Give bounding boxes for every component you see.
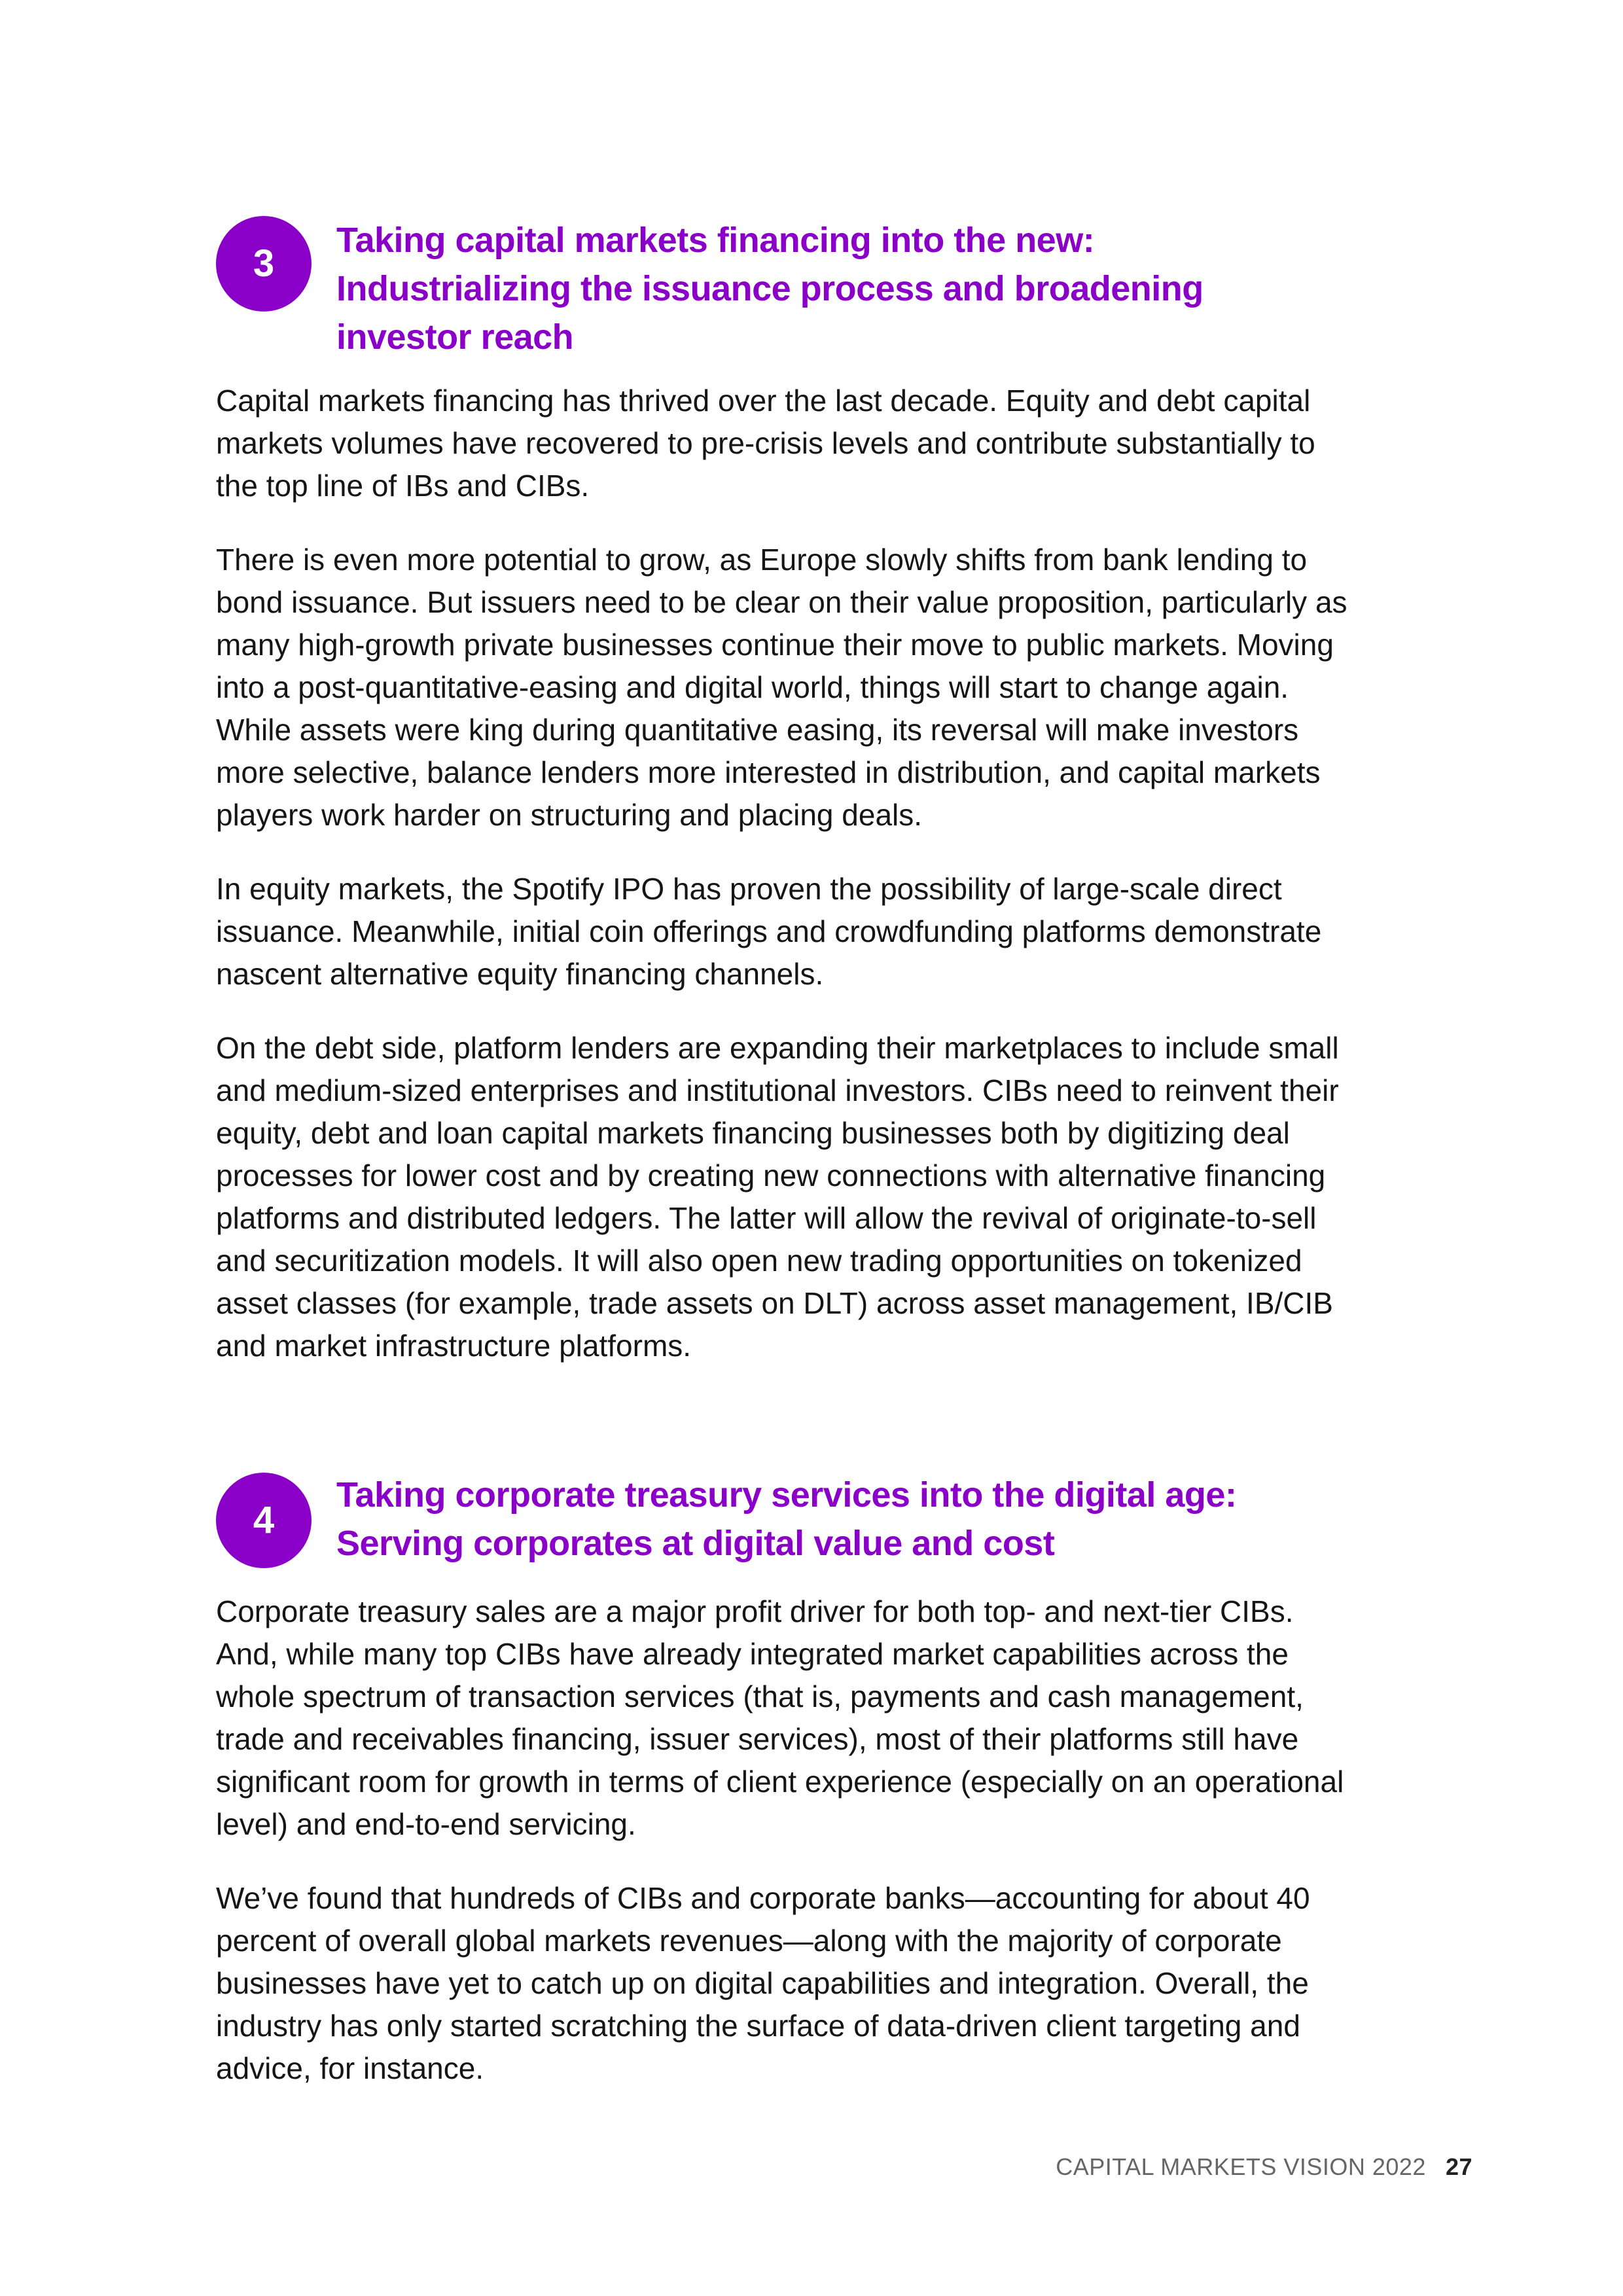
section-4-heading-line-1: Taking corporate treasury services into the digital age: bbox=[336, 1475, 1237, 1515]
section-3-heading-line-3: investor reach bbox=[336, 317, 574, 357]
section-3-paragraph-2: There is even more potential to grow, as Europe slowly shifts from bank lending to bond issuance. But issuers need to be clear on their value proposition, particularly as many high-growth private businesses continue their move to public markets. Moving into a post-quantitative-easing and digital world, things will start to change again. While assets were king during quantitative easing, its reversal will make investors more selective, balance lenders more interested in distribution, and capital markets players work harder on structuring and placing deals. bbox=[216, 543, 1347, 832]
section-3-heading bbox=[336, 216, 1357, 361]
page-number: 27 bbox=[1445, 2153, 1472, 2180]
section-3-number-badge: 3 bbox=[216, 216, 312, 312]
section-4-paragraph-2: We’ve found that hundreds of CIBs and corporate banks—accounting for about 40 percent of overall global markets revenues—along with the majority of corporate businesses have yet to catch up on digital capabilities and integration. Overall, the industry has only started scratching the surface of data-driven client targeting and advice, for instance. bbox=[216, 1881, 1310, 2085]
section-4-body bbox=[216, 1590, 1348, 2121]
section-3-body bbox=[216, 380, 1348, 1399]
section-3-heading-line-2: Industrializing the issuance process and broadening bbox=[336, 269, 1204, 308]
section-4-paragraph-1: Corporate treasury sales are a major profit driver for both top- and next-tier CIBs. And, while many top CIBs have already integrated market capabilities across the whole spectrum of transaction services (that is, payments and cash management, trade and receivables financing, issuer services), most of their platforms still have significant room for growth in terms of client experience (especially on an operational level) and end-to-end servicing. bbox=[216, 1594, 1344, 1841]
footer-title: CAPITAL MARKETS VISION 2022 bbox=[1056, 2153, 1426, 2180]
page-footer bbox=[851, 2153, 1472, 2181]
section-3-paragraph-3: In equity markets, the Spotify IPO has proven the possibility of large-scale direct issuance. Meanwhile, initial coin offerings and crowdfunding platforms demonstrate nascent alternative equity financing channels. bbox=[216, 872, 1322, 991]
section-4-heading bbox=[336, 1471, 1357, 1568]
section-3-paragraph-4: On the debt side, platform lenders are expanding their marketplaces to include small and medium-sized enterprises and institutional investors. CIBs need to reinvent their equity, debt and loan capital markets financing businesses both by digitizing deal processes for lower cost and by creating new connections with alternative financing platforms and distributed ledgers. The latter will allow the revival of originate-to-sell and securitization models. It will also open new trading opportunities on tokenized asset classes (for example, trade assets on DLT) across asset management, IB/CIB and market infrastructure platforms. bbox=[216, 1031, 1339, 1363]
section-3-heading-line-1: Taking capital markets financing into the new: bbox=[336, 221, 1095, 260]
section-4-heading-line-2: Serving corporates at digital value and cost bbox=[336, 1524, 1055, 1563]
section-3-paragraph-1: Capital markets financing has thrived over the last decade. Equity and debt capital markets volumes have recovered to pre-crisis levels and contribute substantially to the top line of IBs and CIBs. bbox=[216, 384, 1315, 503]
section-4-number-badge: 4 bbox=[216, 1473, 312, 1568]
